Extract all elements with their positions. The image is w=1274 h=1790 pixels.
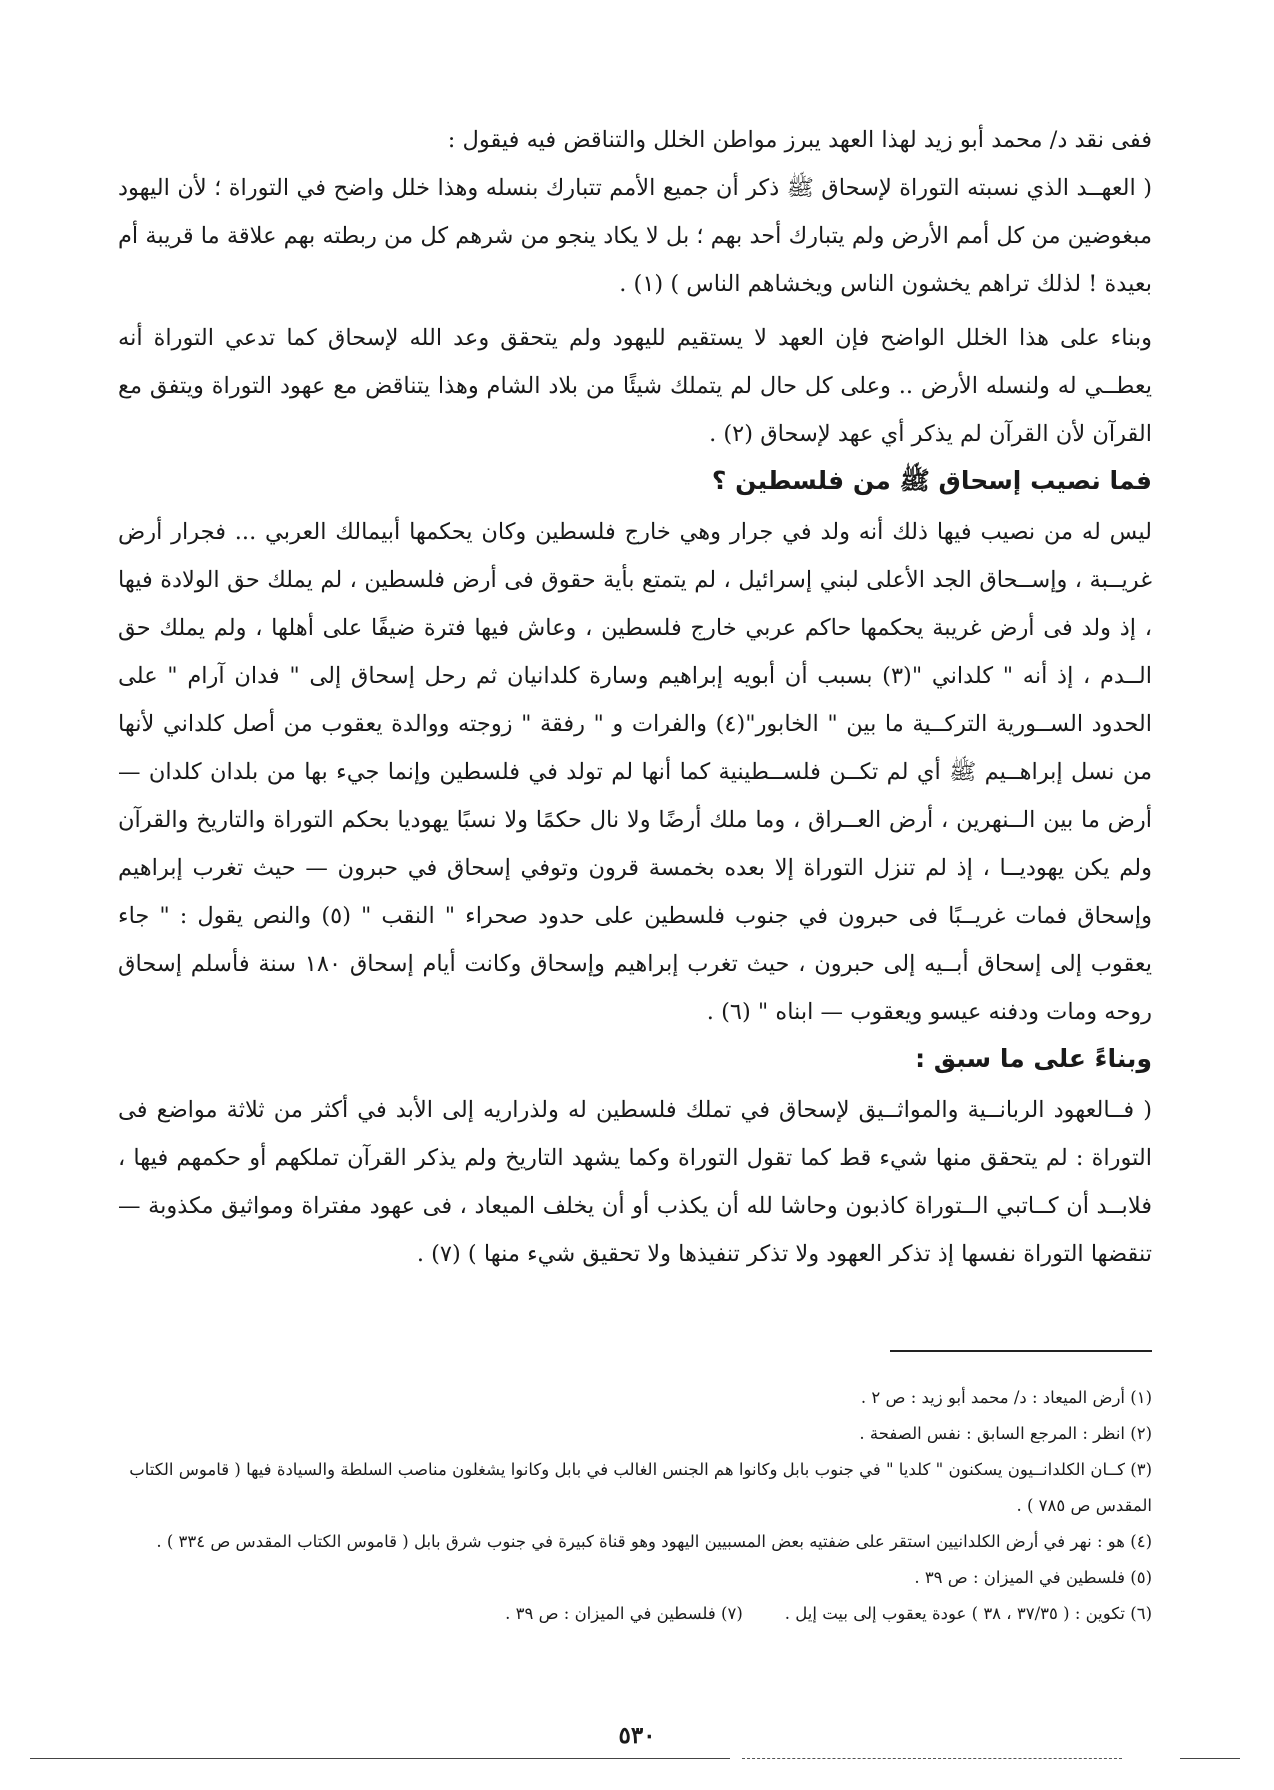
scan-edge-line — [30, 1758, 730, 1759]
footnotes — [126, 1380, 1152, 1632]
page-number: ٥٣٠ — [618, 1722, 656, 1749]
footnote-row-6-7 — [126, 1596, 1152, 1632]
paragraph-analysis: وبناء على هذا الخلل الواضح فإن العهد لا يستقيم لليهود ولم يتحقق وعد الله لإسحاق كما تدعي التوراة أنه يعطــي له ولنسله الأرض .. وعلى كل حال لم يتملك شيئًا من بلاد الشام وهذا يتناقض مع عهود التوراة ويتفق مع القرآن لأن القرآن لم يذكر أي عهد لإسحاق (٢) . — [118, 325, 1152, 447]
scan-edge-line — [742, 1758, 1122, 1759]
footnote-separator — [890, 1350, 1152, 1352]
paragraph-body: ليس له من نصيب فيها ذلك أنه ولد في جرار وهي خارج فلسطين وكان يحكمها أبيمالك العربي ... فجرار أرض غريــبة ، وإســحاق الجد الأعلى لبني إسرائيل ، لم يتمتع بأية حقوق فى أرض فلسطين ، لم يملك حق الولادة فيها ، إذ ولد فى أرض غريبة يحكمها حاكم عربي خارج فلسطين ، وعاش فيها فترة ضيفًا على أهلها ، ولم يملك حق الــدم ، إذ أنه " كلداني "(٣) بسبب أن أبويه إبراهيم وسارة كلدانيان ثم رحل إسحاق إلى " فدان آرام " على الحدود الســورية التركــية ما بين " الخابور"(٤) والفرات و " رفقة " زوجته ووالدة يعقوب من أصل كلداني لأنها من نسل إبراهــيم ﷺ أي لم تكــن فلســطينية كما أنها لم تولد في فلسطين وإنما جيء بها من بلدان كلدان — أرض ما بين الــنهرين ، أرض العــراق ، وما ملك أرضًا ولا نال حكمًا ولا نسبًا يهوديا بحكم التوراة والتاريخ والقرآن ولم يكن يهوديــا ، إذ لم تنزل التوراة إلا بعده بخمسة قرون وتوفي إسحاق في حبرون — حيث تغرب إبراهيم وإسحاق فمات غريــبًا فى حبرون في جنوب فلسطين على حدود صحراء " النقب " (٥) والنص يقول : " جاء يعقوب إلى إسحاق أبــيه إلى حبرون ، حيث تغرب إبراهيم وإسحاق وكانت أيام إسحاق ١٨٠ سنة فأسلم إسحاق روحه ومات ودفنه عيسو ويعقوب — ابناه " (٦) . — [118, 519, 1152, 1025]
main-text — [118, 116, 1152, 1278]
footnote-3: (٣) كــان الكلدانــيون يسكنون " كلديا " في جنوب بابل وكانوا هم الجنس الغالب في بابل وكانوا يشغلون مناصب السلطة والسيادة فيها ( قاموس الكتاب المقدس ص ٧٨٥ ) . — [129, 1460, 1152, 1515]
footnote-1: (١) أرض الميعاد : د/ محمد أبو زيد : ص ٢ . — [860, 1388, 1152, 1407]
footnote-5: (٥) فلسطين في الميزان : ص ٣٩ . — [914, 1568, 1152, 1587]
section-heading-2: وبناءً على ما سبق : — [915, 1044, 1152, 1073]
paragraph-intro: ففى نقد د/ محمد أبو زيد لهذا العهد يبرز مواطن الخلل والتناقض فيه فيقول : — [447, 127, 1152, 153]
paragraph-conclusion: ( فــالعهود الربانــية والمواثــيق لإسحاق في تملك فلسطين له ولذراريه إلى الأبد في أكثر من ثلاثة مواضع فى التوراة : لم يتحقق منها شيء قط كما تقول التوراة وكما يشهد التاريخ ولم يذكر القرآن تملكهم أو حكمهم فيها ، فلابــد أن كــاتبي الــتوراة كاذبون وحاشا لله أن يكذب أو أن يخلف الميعاد ، فى عهود مفتراة ومواثيق مكذوبة — تنقضها التوراة نفسها إذ تذكر العهود ولا تذكر تنفيذها ولا تحقيق شيء منها ) (٧) . — [118, 1097, 1152, 1267]
scan-edge-line — [1180, 1758, 1240, 1759]
paragraph-quote: ( العهــد الذي نسبته التوراة لإسحاق ﷺ ذكر أن جميع الأمم تتبارك بنسله وهذا خلل واضح في التوراة ؛ لأن اليهود مبغوضين من كل أمم الأرض ولم يتبارك أحد بهم ؛ بل لا يكاد ينجو من شرهم كل من ربطته بهم علاقة ما قريبة أم بعيدة ! لذلك تراهم يخشون الناس ويخشاهم الناس ) (١) . — [118, 175, 1152, 297]
footnote-7: (٧) فلسطين في الميزان : ص ٣٩ . — [505, 1604, 743, 1623]
footnote-4: (٤) هو : نهر في أرض الكلدانيين استقر على ضفتيه بعض المسبيين اليهود وهو قناة كبيرة في جنوب شرق بابل ( قاموس الكتاب المقدس ص ٣٣٤ ) . — [156, 1532, 1152, 1551]
footnote-6: (٦) تكوين : ( ٣٧/٣٥ ، ٣٨ ) عودة يعقوب إلى بيت إيل . — [784, 1604, 1152, 1623]
footnote-2: (٢) انظر : المرجع السابق : نفس الصفحة . — [859, 1424, 1152, 1443]
section-heading-1: فما نصيب إسحاق ﷺ من فلسطين ؟ — [711, 466, 1152, 495]
